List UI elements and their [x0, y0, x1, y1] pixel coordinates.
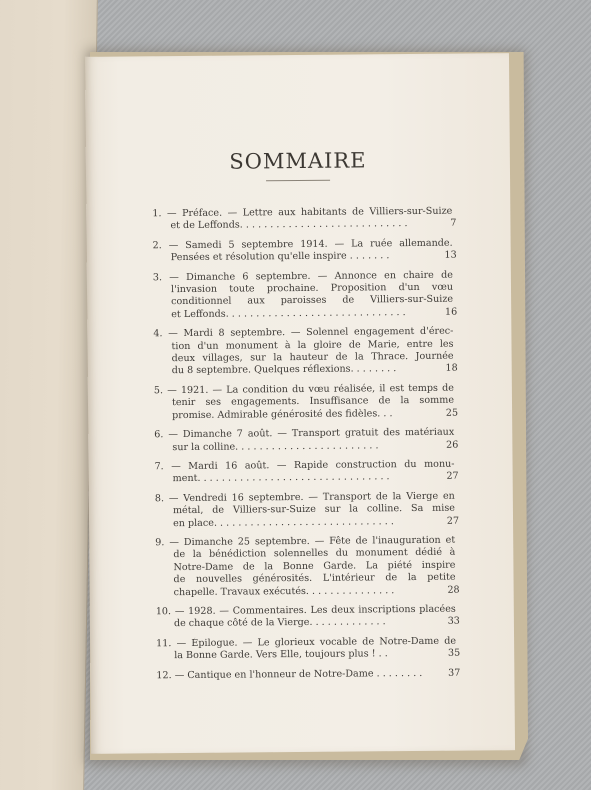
toc-entry-line: 1. — Préface. — Lettre aux habitants de Villiers-sur-Suize — [152, 205, 453, 220]
toc-entry — [155, 534, 460, 600]
toc-entry-line: 10. — 1928. — Commentaires. Les deux inscriptions placées — [155, 603, 456, 618]
toc-entry-line: 6. — Dimanche 7 août. — Transport gratuit des matériaux — [154, 426, 455, 441]
toc-entry — [153, 382, 459, 423]
table-of-contents — [152, 205, 461, 690]
toc-entry — [154, 490, 460, 530]
toc-entry-line: tenir ses engagements. Insuffisance de la somme — [171, 394, 455, 409]
toc-page-number: 33 — [447, 615, 460, 628]
left-facing-page — [0, 0, 98, 790]
toc-entry-line: ment. . . . . . . . . . . . . . . . . . . . . . . . . . . . . . . . — [172, 471, 390, 485]
toc-entry-line: en place. . . . . . . . . . . . . . . . . . . . . . . . . . . . . . — [172, 515, 394, 529]
toc-entry-line: Pensées et résolution qu'elle inspire . . . . . . . — [170, 250, 390, 264]
toc-page-number: 13 — [444, 249, 457, 261]
toc-entry — [156, 635, 461, 662]
toc-page-number: 27 — [446, 470, 459, 483]
toc-entry-line: 8. — Vendredi 16 septembre. — Transport de la Vierge en — [154, 490, 455, 504]
toc-entry — [154, 458, 459, 486]
toc-entry — [155, 603, 460, 631]
toc-entry-line: 9. — Dimanche 25 septembre. — Fête de l'inauguration et — [155, 534, 456, 549]
toc-entry-line: et Leffonds. . . . . . . . . . . . . . . . . . . . . . . . . . . . . . — [171, 306, 406, 320]
toc-page-number: 27 — [446, 515, 460, 527]
toc-page-number: 7 — [450, 218, 457, 230]
toc-page-number: 16 — [444, 306, 458, 318]
title-rule — [266, 180, 330, 182]
toc-entry — [152, 269, 458, 321]
toc-entry-line: chapelle. Travaux exécutés. . . . . . . . . . . . . . . — [173, 584, 395, 598]
toc-entry-line: de nouvelles générosités. L'intérieur de la petite — [173, 571, 456, 586]
contents-page — [85, 53, 515, 754]
toc-entry-line: et de Leffonds. . . . . . . . . . . . . . . . . . . . . . . . . . . . — [170, 218, 408, 232]
toc-entry-line: 3. — Dimanche 6 septembre. — Annonce en chaire de — [152, 269, 453, 283]
toc-page-number: 35 — [447, 647, 461, 659]
toc-entry-line: de chaque côté de la Vierge. . . . . . . . . . . . . — [173, 616, 386, 630]
toc-page-number: 26 — [446, 439, 459, 451]
toc-entry — [154, 426, 459, 454]
toc-entry — [152, 205, 457, 233]
toc-entry-line: deux villages, sur la hauteur de la Thrace. Journée — [171, 350, 454, 365]
toc-entry-line: conditionnel aux paroisses de Villiers-sur-Suize — [171, 294, 454, 308]
toc-page-number: 25 — [445, 407, 459, 419]
toc-entry-line: promise. Admirable générosité des fidèles. . . — [172, 407, 393, 421]
toc-entry-line: sur la colline. . . . . . . . . . . . . . . . . . . . . . . . — [172, 439, 379, 453]
toc-entry-line: de la bénédiction solennelles du monument dédié à — [173, 546, 456, 561]
toc-page-number: 37 — [448, 667, 461, 679]
toc-entry-line: métal, de Villiers-sur-Suize sur la colline. Sa mise — [172, 502, 455, 517]
toc-entry — [152, 237, 457, 264]
toc-page-number: 28 — [447, 584, 460, 596]
toc-entry — [156, 667, 461, 682]
toc-entry — [153, 325, 458, 378]
toc-entry-line: l'invasion toute prochaine. Proposition d'un vœu — [170, 281, 454, 296]
toc-entry-line: 12. — Cantique en l'honneur de Notre-Dame . . . . . . . . — [156, 667, 423, 681]
toc-entry-line: 7. — Mardi 16 août. — Rapide construction du monu- — [154, 458, 455, 473]
toc-entry-line: 4. — Mardi 8 septembre. — Solennel engagement d'érec- — [153, 325, 454, 340]
toc-entry-line: 11. — Épilogue. — Le glorieux vocable de Notre-Dame de — [156, 635, 457, 650]
toc-entry-line: tion d'un monument à la gloire de Marie, entre les — [171, 338, 454, 352]
toc-entry-line: 2. — Samedi 5 septembre 1914. — La ruée allemande. — [152, 237, 453, 252]
toc-entry-line: la Bonne Garde. Vers Elle, toujours plus ! . . — [174, 648, 388, 662]
toc-entry-line: Notre-Dame de la Bonne Garde. La piété inspire — [173, 559, 456, 573]
toc-entry-line: du 8 septembre. Quelques réflexions. . . . . . . . — [171, 363, 397, 377]
toc-entry-line: 5. — 1921. — La condition du vœu réalisée, il est temps de — [153, 382, 454, 397]
toc-page-number: 18 — [445, 363, 458, 375]
page-title: SOMMAIRE — [229, 148, 367, 174]
